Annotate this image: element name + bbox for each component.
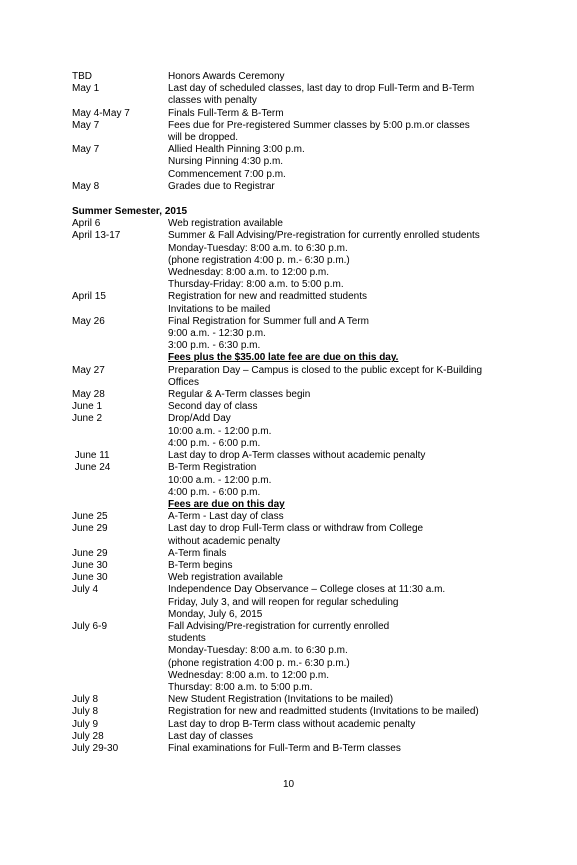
calendar-event-row bbox=[72, 694, 512, 706]
event-date: June 25 bbox=[72, 511, 108, 523]
event-description bbox=[168, 413, 512, 450]
event-description-line: without academic penalty bbox=[168, 535, 281, 547]
event-description bbox=[168, 181, 512, 193]
event-description-line: Last day to drop B-Term class without academic penalty bbox=[168, 718, 416, 730]
event-date: May 7 bbox=[72, 144, 100, 156]
event-description-line: 9:00 a.m. - 12:30 p.m. bbox=[168, 328, 266, 340]
calendar-event-row bbox=[72, 71, 512, 83]
calendar-event-row bbox=[72, 108, 512, 120]
calendar-event-row bbox=[72, 706, 512, 718]
event-description-line: New Student Registration (Invitations to be mailed) bbox=[168, 694, 394, 706]
event-description-line: Wednesday: 8:00 a.m. to 12:00 p.m. bbox=[168, 669, 330, 681]
event-description bbox=[168, 389, 512, 401]
event-date: June 29 bbox=[72, 523, 108, 535]
event-description-line: Summer & Fall Advising/Pre-registration for currently enrolled students bbox=[168, 230, 480, 242]
event-description bbox=[168, 230, 512, 291]
event-date: June 30 bbox=[72, 572, 108, 584]
spring-events-list bbox=[72, 71, 512, 193]
event-description-line: Thursday: 8:00 a.m. to 5:00 p.m. bbox=[168, 681, 313, 693]
event-description-line: students bbox=[168, 633, 206, 645]
event-description bbox=[168, 120, 512, 144]
event-date: July 28 bbox=[72, 730, 104, 742]
event-date: June 29 bbox=[72, 547, 108, 559]
event-date: July 29-30 bbox=[72, 742, 119, 754]
calendar-event-row bbox=[72, 365, 512, 389]
event-description-line: Commencement 7:00 p.m. bbox=[168, 168, 286, 180]
event-description-line: Drop/Add Day bbox=[168, 413, 231, 425]
event-date: April 15 bbox=[72, 291, 106, 303]
event-description-line: (phone registration 4:00 p. m.- 6:30 p.m.) bbox=[168, 657, 350, 669]
event-description-line: A-Term - Last day of class bbox=[168, 511, 284, 523]
event-description-line: Last day to drop A-Term classes without academic penalty bbox=[168, 450, 426, 462]
event-date: July 9 bbox=[72, 718, 99, 730]
event-date: June 1 bbox=[72, 401, 103, 413]
event-date: May 26 bbox=[72, 315, 105, 327]
event-description-line: Last day to drop Full-Term class or withdraw from College bbox=[168, 523, 424, 535]
event-description-line: Monday, July 6, 2015 bbox=[168, 608, 263, 620]
fee-notice-text: Fees plus the $35.00 late fee are due on this day. bbox=[168, 352, 399, 364]
calendar-event-row bbox=[72, 584, 512, 621]
calendar-event-row bbox=[72, 181, 512, 193]
event-description-line: will be dropped. bbox=[168, 132, 239, 144]
event-date: May 8 bbox=[72, 180, 100, 192]
calendar-event-row bbox=[72, 230, 512, 291]
event-description-line: 10:00 a.m. - 12:00 p.m. bbox=[168, 474, 272, 486]
event-description-line: Invitations to be mailed bbox=[168, 303, 271, 315]
event-description-line: Allied Health Pinning 3:00 p.m. bbox=[168, 144, 305, 156]
event-description-line: Registration for new and readmitted students (Invitations to be mailed) bbox=[168, 706, 479, 718]
event-description bbox=[168, 83, 512, 107]
calendar-event-row bbox=[72, 218, 512, 230]
event-description-line: B-Term Registration bbox=[168, 462, 257, 474]
event-description bbox=[168, 621, 512, 694]
calendar-event-row bbox=[72, 83, 512, 107]
summer-heading: Summer Semester, 2015 bbox=[72, 206, 188, 218]
event-description-line: A-Term finals bbox=[168, 547, 227, 559]
event-description-line: classes with penalty bbox=[168, 95, 257, 107]
calendar-event-row bbox=[72, 572, 512, 584]
calendar-event-row bbox=[72, 462, 512, 511]
event-description-line: Friday, July 3, and will reopen for regular scheduling bbox=[168, 596, 399, 608]
event-description bbox=[168, 584, 512, 621]
event-description bbox=[168, 291, 512, 315]
fee-notice-text: Fees are due on this day bbox=[168, 498, 285, 510]
event-description bbox=[168, 706, 512, 718]
event-description bbox=[168, 694, 512, 706]
event-description-line: 10:00 a.m. - 12:00 p.m. bbox=[168, 425, 272, 437]
calendar-event-row bbox=[72, 316, 512, 365]
event-description-line: Monday-Tuesday: 8:00 a.m. to 6:30 p.m. bbox=[168, 645, 348, 657]
event-description-line: Final examinations for Full-Term and B-Term classes bbox=[168, 742, 401, 754]
event-description-line: (phone registration 4:00 p. m.- 6:30 p.m.) bbox=[168, 254, 350, 266]
event-description-line: Registration for new and readmitted students bbox=[168, 291, 367, 303]
event-description-line: Final Registration for Summer full and A Term bbox=[168, 315, 370, 327]
event-description bbox=[168, 743, 512, 755]
calendar-event-row bbox=[72, 291, 512, 315]
event-description bbox=[168, 108, 512, 120]
event-description-line: Fees due for Pre-registered Summer classes by 5:00 p.m.or classes bbox=[168, 119, 470, 131]
event-description-line: Regular & A-Term classes begin bbox=[168, 389, 311, 401]
event-date: June 30 bbox=[72, 559, 108, 571]
event-description-line: Last day of classes bbox=[168, 730, 254, 742]
event-description bbox=[168, 450, 512, 462]
calendar-event-row bbox=[72, 413, 512, 450]
calendar-event-row bbox=[72, 621, 512, 694]
event-date: June 24 bbox=[72, 462, 111, 474]
event-description bbox=[168, 316, 512, 365]
event-description-line: 4:00 p.m. - 6:00 p.m. bbox=[168, 437, 261, 449]
event-description bbox=[168, 548, 512, 560]
calendar-event-row bbox=[72, 120, 512, 144]
event-date: May 7 bbox=[72, 119, 100, 131]
event-description-line: Finals Full-Term & B-Term bbox=[168, 107, 284, 119]
event-date: July 8 bbox=[72, 694, 99, 706]
event-description-line: Grades due to Registrar bbox=[168, 180, 275, 192]
event-description-line: 3:00 p.m. - 6:30 p.m. bbox=[168, 340, 261, 352]
event-description-line: 4:00 p.m. - 6:00 p.m. bbox=[168, 486, 261, 498]
calendar-event-row bbox=[72, 511, 512, 523]
event-description bbox=[168, 511, 512, 523]
event-description-line: Monday-Tuesday: 8:00 a.m. to 6:30 p.m. bbox=[168, 242, 348, 254]
event-description bbox=[168, 572, 512, 584]
event-description bbox=[168, 731, 512, 743]
event-date: May 1 bbox=[72, 83, 100, 95]
page-number: 10 bbox=[282, 779, 295, 790]
event-date: July 4 bbox=[72, 584, 99, 596]
calendar-event-row bbox=[72, 389, 512, 401]
calendar-event-row bbox=[72, 548, 512, 560]
calendar-event-row bbox=[72, 731, 512, 743]
calendar-event-row bbox=[72, 144, 512, 181]
event-date: July 8 bbox=[72, 706, 99, 718]
event-description bbox=[168, 462, 512, 511]
event-description-line: Thursday-Friday: 8:00 a.m. to 5:00 p.m. bbox=[168, 279, 344, 291]
event-date: April 13-17 bbox=[72, 230, 121, 242]
calendar-event-row bbox=[72, 743, 512, 755]
calendar-event-row bbox=[72, 401, 512, 413]
event-description-line: Last day of scheduled classes, last day to drop Full-Term and B-Term bbox=[168, 83, 475, 95]
event-description-line: Preparation Day – Campus is closed to the public except for K-Building bbox=[168, 364, 483, 376]
event-description-line: Wednesday: 8:00 a.m. to 12:00 p.m. bbox=[168, 267, 330, 279]
event-description bbox=[168, 560, 512, 572]
event-date: April 6 bbox=[72, 218, 101, 230]
event-description bbox=[168, 523, 512, 547]
event-description-line: Nursing Pinning 4:30 p.m. bbox=[168, 156, 284, 168]
event-description bbox=[168, 719, 512, 731]
calendar-event-row bbox=[72, 560, 512, 572]
event-description-line: Fall Advising/Pre-registration for currently enrolled bbox=[168, 620, 390, 632]
event-description bbox=[168, 218, 512, 230]
event-date: June 2 bbox=[72, 413, 103, 425]
event-description-line: B-Term begins bbox=[168, 559, 233, 571]
calendar-event-row bbox=[72, 450, 512, 462]
event-description-line: Second day of class bbox=[168, 401, 258, 413]
event-description-line: Web registration available bbox=[168, 218, 283, 230]
event-date: May 28 bbox=[72, 389, 105, 401]
event-date: May 27 bbox=[72, 364, 105, 376]
event-description bbox=[168, 401, 512, 413]
calendar-event-row bbox=[72, 719, 512, 731]
event-date: May 4-May 7 bbox=[72, 107, 130, 119]
event-description-line: Web registration available bbox=[168, 572, 283, 584]
summer-events-list bbox=[72, 218, 512, 755]
event-date: June 11 bbox=[72, 450, 110, 462]
event-description bbox=[168, 144, 512, 181]
event-description-line: Honors Awards Ceremony bbox=[168, 71, 285, 82]
event-date: July 6-9 bbox=[72, 620, 108, 632]
event-description-line: Independence Day Observance – College closes at 11:30 a.m. bbox=[168, 584, 446, 596]
event-date: TBD bbox=[72, 71, 92, 82]
calendar-content bbox=[72, 71, 512, 755]
event-description bbox=[168, 365, 512, 389]
calendar-event-row bbox=[72, 523, 512, 547]
section-gap bbox=[72, 193, 512, 206]
event-description bbox=[168, 71, 512, 83]
event-description-line: Offices bbox=[168, 376, 199, 388]
